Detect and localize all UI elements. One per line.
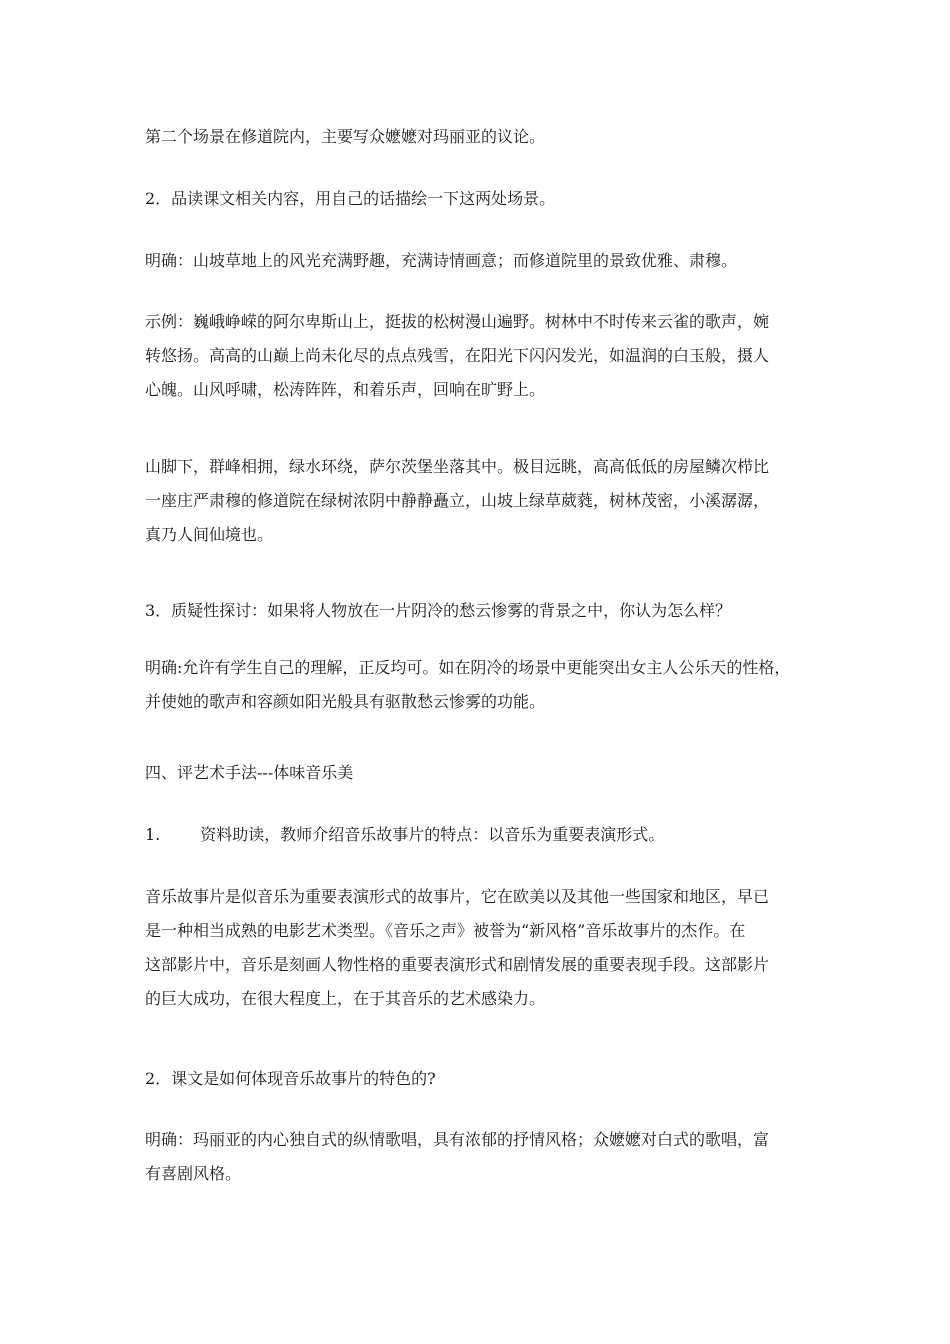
paragraph-scene-two [145, 120, 825, 154]
text-line: 的巨大成功，在很大程度上，在于其音乐的艺术感染力。 [145, 989, 546, 1008]
text-line: 2．品读课文相关内容，用自己的话描绘一下这两处场景。 [145, 189, 556, 208]
text-line: 一座庄严肃穆的修道院在绿树浓阴中静静矗立，山坡上绿草葳蕤，树林茂密，小溪潺潺， [145, 491, 770, 510]
text-line: 心魄。山风呼啸，松涛阵阵，和着乐声，回响在旷野上。 [145, 380, 546, 399]
text-line: 有喜剧风格。 [145, 1164, 242, 1183]
text-line: 山脚下，群峰相拥，绿水环绕，萨尔茨堡坐落其中。极目远眺，高高低低的房屋鳞次栉比 [145, 457, 770, 476]
text-line: 明确:允许有学生自己的理解，正反均可。如在阴冷的场景中更能突出女主人公乐天的性格， [145, 658, 791, 677]
text-line: 明确：山坡草地上的风光充满野趣，充满诗情画意；而修道院里的景致优雅、肃穆。 [145, 251, 738, 270]
section-heading-art [145, 756, 825, 790]
item-number: 1. [145, 825, 161, 844]
item-text: 资料助读，教师介绍音乐故事片的特点：以音乐为重要表演形式。 [200, 825, 665, 844]
paragraph-question-2 [145, 182, 825, 216]
text-line: 3．质疑性探讨：如果将人物放在一片阴冷的愁云惨雾的背景之中，你认为怎么样？ [145, 601, 732, 620]
text-line: 音乐故事片是似音乐为重要表演形式的故事片，它在欧美以及其他一些国家和地区，早已 [145, 887, 770, 906]
text-line: 是一种相当成熟的电影艺术类型。《音乐之声》被誉为“新风格”音乐故事片的杰作。在 [145, 921, 746, 940]
text-line: 第二个场景在修道院内，主要写众嬷嬷对玛丽亚的议论。 [145, 127, 546, 146]
paragraph-example [145, 305, 825, 407]
paragraph-answer-scenery [145, 244, 825, 278]
text-line: 并使她的歌声和容颜如阳光般具有驱散愁云惨雾的功能。 [145, 692, 546, 711]
text-line: 转悠扬。高高的山巅上尚未化尽的点点残雪，在阳光下闪闪发光，如温润的白玉般，摄人 [145, 346, 770, 365]
text-line: 示例：巍峨峥嵘的阿尔卑斯山上，挺拔的松树漫山遍野。树林中不时传来云雀的歌声，婉 [145, 312, 770, 331]
text-line: 四、评艺术手法---体味音乐美 [145, 763, 354, 782]
paragraph-answer-music [145, 1123, 825, 1191]
text-line [145, 818, 825, 852]
text-line: 明确：玛丽亚的内心独自式的纵情歌唱，具有浓郁的抒情风格；众嬷嬷对白式的歌唱，富 [145, 1130, 770, 1149]
text-line: 真乃人间仙境也。 [145, 525, 274, 544]
paragraph-music-film [145, 880, 825, 1016]
paragraph-question-2b [145, 1062, 825, 1096]
paragraph-item-1 [145, 818, 825, 852]
paragraph-mountain-foot [145, 450, 825, 552]
paragraph-answer-discussion [145, 651, 825, 719]
text-line: 这部影片中，音乐是刻画人物性格的重要表演形式和剧情发展的重要表现手段。这部影片 [145, 955, 770, 974]
paragraph-question-3 [145, 594, 825, 628]
text-line: 2．课文是如何体现音乐故事片的特色的? [145, 1069, 436, 1088]
